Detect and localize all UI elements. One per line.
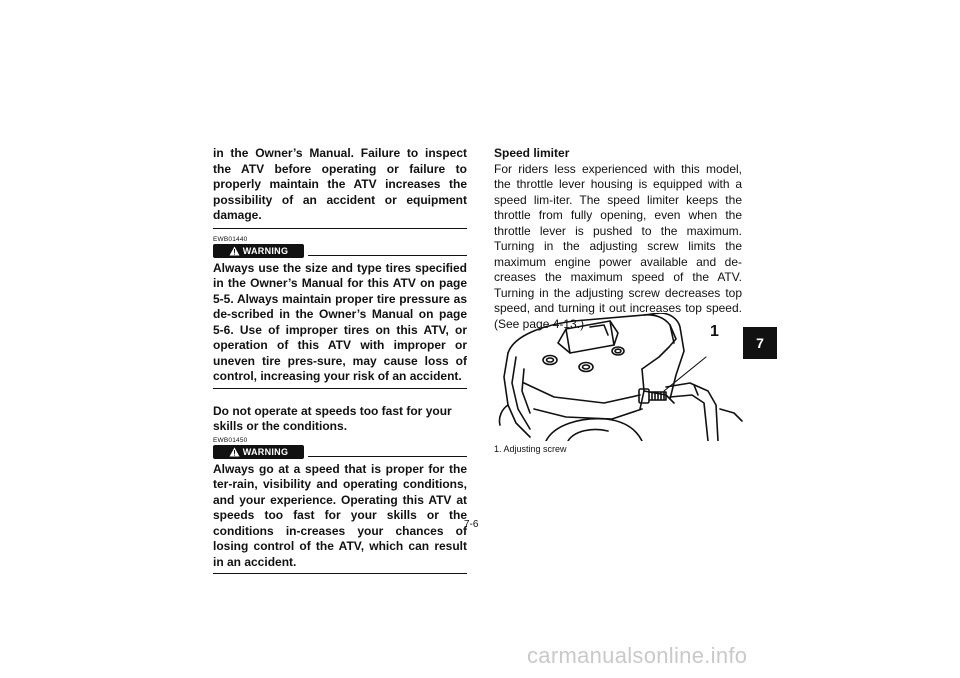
warning-code: EWB01450	[213, 436, 248, 444]
warning-end-rule	[213, 573, 467, 574]
warning-rule	[308, 255, 467, 256]
warning-triangle-icon	[229, 447, 240, 457]
warning-text: Always use the size and type tires specified in the Owner’s Manual for this ATV on page 5-5. Always maintain proper tire pressure as de-scribed in the Owner’s Manual on page 5-6. Use of improper tires on this ATV, or operation of this ATV with improper or uneven tire pres-sure, may cause loss of control, increasing your risk of an accident.	[213, 260, 467, 383]
warning-header	[213, 244, 467, 258]
throttle-housing-figure	[494, 313, 744, 441]
section-divider	[213, 228, 467, 229]
warning-header	[213, 445, 467, 459]
right-column	[494, 146, 742, 332]
throttle-housing-illustration	[494, 313, 744, 441]
figure-caption: 1. Adjusting screw	[494, 444, 567, 454]
warning-badge	[213, 445, 304, 459]
section-body: For riders less experienced with this model, the throttle lever housing is equipped with a speed lim-iter. The speed limiter keeps the throttle from fully opening, even when the throttle lever is pushed to the maximum. Turning in the adjusting screw limits the maximum engine power available and de-creases the maximum speed of the ATV. Turning in the adjusting screw decreases top speed, and turning it out increases top speed. (See page 4-13.)	[494, 161, 742, 331]
warning-text: Always go at a speed that is proper for the ter-rain, visibility and operating conditions, and your experience. Operating this ATV at speeds too fast for your skills or the conditions in-creases your chances of losing control of the ATV, which can result in an accident.	[213, 461, 467, 569]
warning-badge	[213, 244, 304, 258]
warning-code: EWB01440	[213, 235, 248, 243]
watermark-text: carmanualsonline.info	[527, 643, 748, 668]
page-number: 7-6	[464, 519, 479, 530]
section-heading: Speed limiter	[494, 146, 570, 160]
warning-triangle-icon	[229, 246, 240, 256]
warning-rule	[308, 456, 467, 457]
speed-heading: Do not operate at speeds too fast for your skills or the conditions.	[213, 403, 452, 433]
warning-label: WARNING	[242, 245, 289, 256]
intro-text: in the Owner’s Manual. Failure to inspect the ATV before operating or failure to properly maintain the ATV increases the possibility of an accident or equipment damage.	[213, 146, 467, 222]
left-column	[213, 146, 467, 574]
warning-end-rule	[213, 388, 467, 389]
figure-callout-number: 1	[710, 323, 719, 340]
warning-label: WARNING	[242, 446, 289, 457]
chapter-tab: 7	[743, 327, 777, 359]
